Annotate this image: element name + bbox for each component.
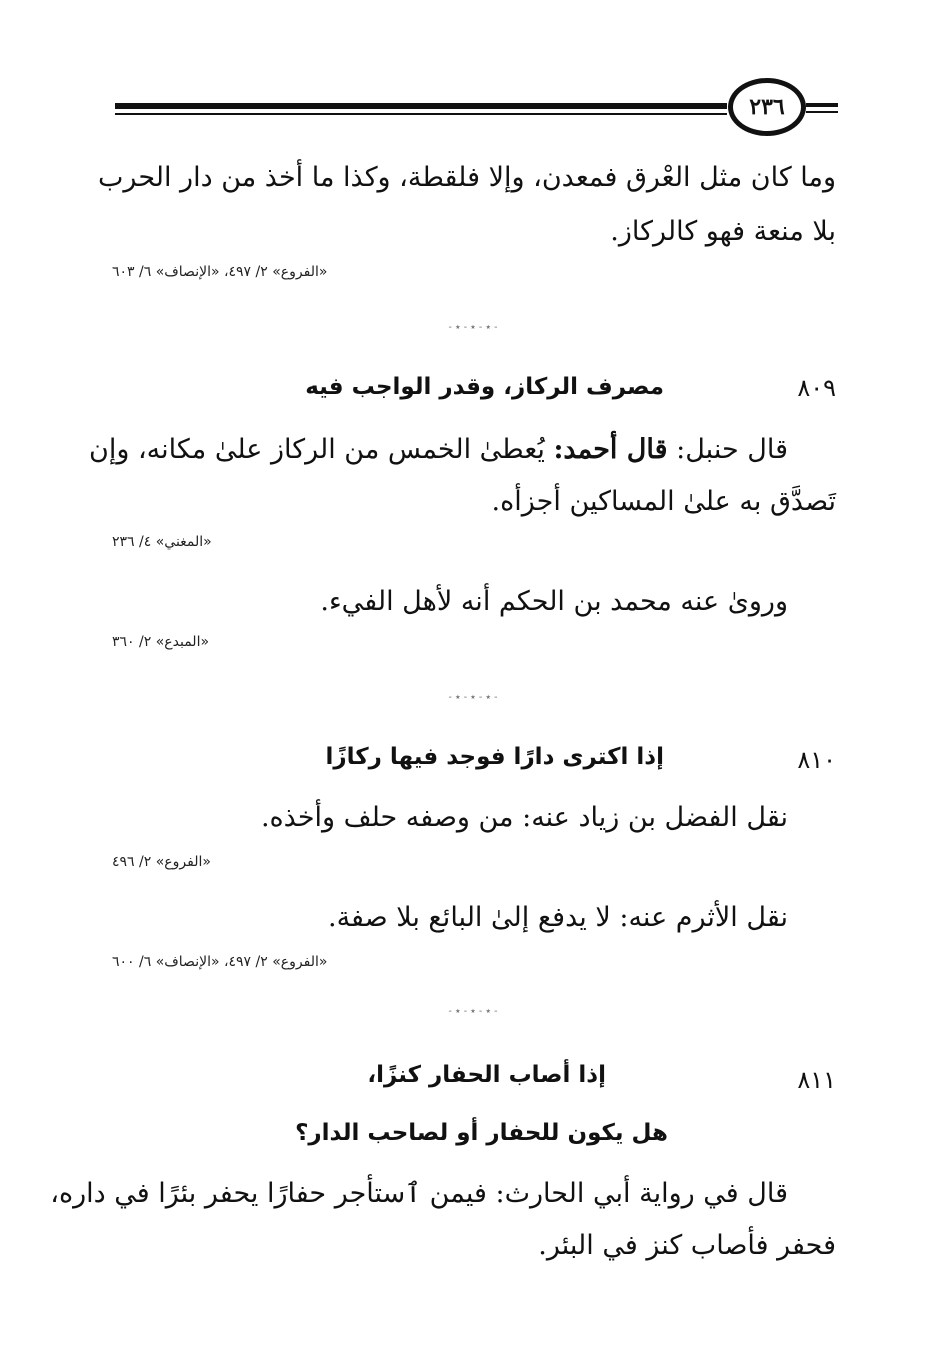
section-809-para-1-line-1 xyxy=(89,430,836,470)
section-number-810: ٨١٠ xyxy=(797,746,836,774)
header-rule-right xyxy=(806,103,838,107)
section-title-811: إذا أصاب الحفار كنزًا، xyxy=(367,1062,606,1088)
ornament-divider: - ٭ - ٭ - ٭ - xyxy=(448,692,498,703)
section-809-para-1-line-2: تَصدَّق به علىٰ المساكين أجزأه. xyxy=(491,486,836,517)
section-title-809: مصرف الركاز، وقدر الواجب فيه xyxy=(305,374,664,400)
section-810-para-1: نقل الفضل بن زياد عنه: من وصفه حلف وأخذه. xyxy=(260,802,788,833)
section-title-810: إذا اكترى دارًا فوجد فيها ركازًا xyxy=(325,744,664,770)
ornament-divider: - ٭ - ٭ - ٭ - xyxy=(448,1006,498,1017)
text-rest: يُعطىٰ الخمس من الركاز علىٰ مكانه، وإن xyxy=(89,434,554,465)
section-811-para-1-line-1: قال في رواية أبي الحارث: فيمن ٱستأجر حفارًا يحفر بئرًا في داره، xyxy=(50,1178,788,1209)
section-809-reference-1: «المغني» ٤/ ٢٣٦ xyxy=(112,534,212,550)
section-810-reference-1: «الفروع» ٢/ ٤٩٦ xyxy=(112,854,211,870)
section-809-para-2: وروىٰ عنه محمد بن الحكم أنه لأهل الفيء. xyxy=(320,586,788,617)
intro-line-2: بلا منعة فهو كالركاز. xyxy=(610,216,836,247)
section-809-reference-2: «المبدع» ٢/ ٣٦٠ xyxy=(112,634,210,650)
header-rule xyxy=(115,103,727,109)
header-rule-thin xyxy=(115,113,727,115)
text-prefix: قال حنبل: xyxy=(667,434,788,465)
header-rule-right-thin xyxy=(806,111,838,113)
text-bold: قال أحمد: xyxy=(553,434,668,465)
section-number-811: ٨١١ xyxy=(797,1066,836,1094)
intro-line-1: وما كان مثل العْرق فمعدن، وإلا فلقطة، وكذا ما أخذ من دار الحرب xyxy=(98,162,836,193)
section-811-para-1-line-2: فحفر فأصاب كنز في البئر. xyxy=(538,1230,836,1261)
ornament-divider: - ٭ - ٭ - ٭ - xyxy=(448,322,498,333)
section-810-para-2: نقل الأثرم عنه: لا يدفع إلىٰ البائع بلا صفة. xyxy=(328,902,788,933)
section-810-reference-2: «الفروع» ٢/ ٤٩٧، «الإنصاف» ٦/ ٦٠٠ xyxy=(112,954,328,970)
section-number-809: ٨٠٩ xyxy=(797,374,836,402)
page-number: ٢٣٦ xyxy=(728,78,806,136)
intro-reference: «الفروع» ٢/ ٤٩٧، «الإنصاف» ٦/ ٦٠٣ xyxy=(112,264,328,280)
section-subtitle-811: هل يكون للحفار أو لصاحب الدار؟ xyxy=(295,1120,668,1146)
